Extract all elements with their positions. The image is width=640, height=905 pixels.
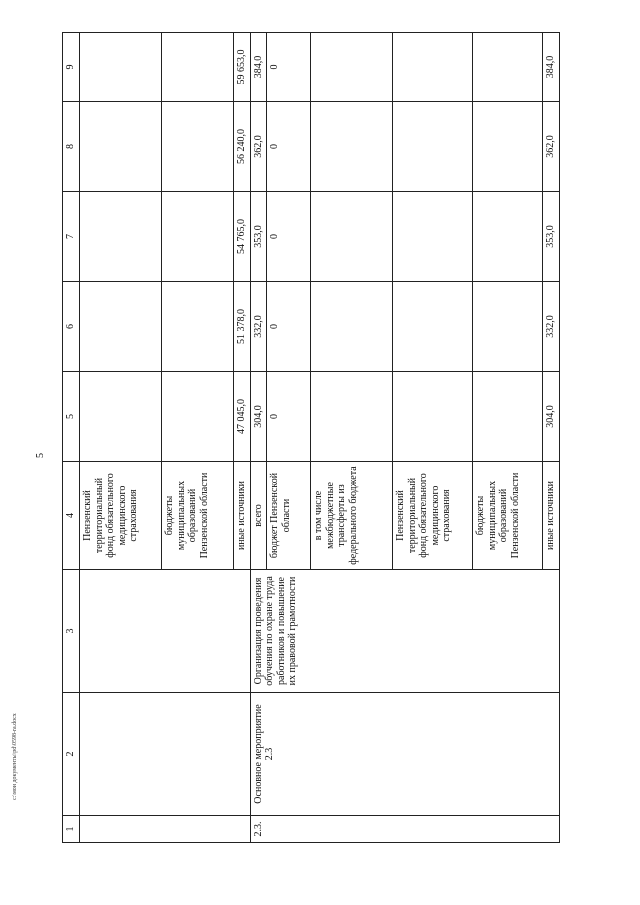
source-cell: бюджеты муниципальных образований Пензенской области: [473, 462, 543, 570]
header-cell: 8: [63, 102, 80, 192]
value-cell: 332,0: [543, 282, 560, 372]
header-cell: 6: [63, 282, 80, 372]
empty-cell: [80, 570, 251, 693]
value-cell: [393, 282, 473, 372]
value-cell: 384,0: [543, 33, 560, 102]
source-cell: Пензенский территориальный фонд обязательного медицинского страхования: [393, 462, 473, 570]
value-cell: 56 240,0: [234, 102, 251, 192]
value-cell: [311, 192, 393, 282]
value-cell: 353,0: [543, 192, 560, 282]
value-cell: 47 045,0: [234, 372, 251, 462]
header-cell: 1: [63, 816, 80, 843]
source-cell: иные источники: [543, 462, 560, 570]
value-cell: 54 765,0: [234, 192, 251, 282]
value-cell: [80, 372, 162, 462]
value-cell: [473, 372, 543, 462]
value-cell: [311, 33, 393, 102]
value-cell: 384,0: [250, 33, 267, 102]
value-cell: [80, 192, 162, 282]
table-row: [250, 33, 267, 843]
value-cell: [393, 102, 473, 192]
value-cell: [393, 192, 473, 282]
value-cell: 304,0: [543, 372, 560, 462]
value-cell: 51 378,0: [234, 282, 251, 372]
value-cell: 0: [267, 102, 311, 192]
value-cell: 332,0: [250, 282, 267, 372]
value-cell: 0: [267, 192, 311, 282]
source-cell: бюджеты муниципальных образований Пензенской области: [162, 462, 234, 570]
source-cell: Пензенский территориальный фонд обязательного медицинского страхования: [80, 462, 162, 570]
value-cell: [473, 282, 543, 372]
value-cell: [80, 33, 162, 102]
value-cell: [162, 192, 234, 282]
header-cell: 3: [63, 570, 80, 693]
source-cell: иные источники: [234, 462, 251, 570]
value-cell: 59 653,0: [234, 33, 251, 102]
value-cell: [162, 372, 234, 462]
value-cell: [162, 282, 234, 372]
value-cell: 362,0: [250, 102, 267, 192]
value-cell: [311, 282, 393, 372]
value-cell: [473, 192, 543, 282]
table-row: [80, 33, 162, 843]
measure-number: 2.3.: [250, 816, 559, 843]
value-cell: [473, 33, 543, 102]
page-number: 5: [35, 453, 46, 458]
value-cell: 0: [267, 372, 311, 462]
value-cell: 0: [267, 282, 311, 372]
header-cell: 5: [63, 372, 80, 462]
header-cell: 9: [63, 33, 80, 102]
value-cell: 0: [267, 33, 311, 102]
value-cell: [393, 33, 473, 102]
budget-table-wrapper: [62, 33, 582, 843]
value-cell: 304,0: [250, 372, 267, 462]
source-cell: бюджет Пензенской области: [267, 462, 311, 570]
value-cell: [162, 102, 234, 192]
budget-table: [62, 32, 560, 843]
measure-description: Организация проведения обучения по охране труда работников и повышение их правовой грамотности: [250, 570, 559, 693]
value-cell: 362,0: [543, 102, 560, 192]
value-cell: [393, 372, 473, 462]
value-cell: [311, 102, 393, 192]
header-cell: 2: [63, 693, 80, 816]
value-cell: [80, 282, 162, 372]
measure-name: Основное мероприятие 2.3: [250, 693, 559, 816]
header-cell: 7: [63, 192, 80, 282]
value-cell: [80, 102, 162, 192]
source-cell: в том числе межбюджетные трансферты из федерального бюджета: [311, 462, 393, 570]
header-cell: 4: [63, 462, 80, 570]
value-cell: [311, 372, 393, 462]
value-cell: [162, 33, 234, 102]
header-row: [63, 33, 80, 843]
value-cell: 353,0: [250, 192, 267, 282]
empty-cell: [80, 693, 251, 816]
source-cell: всего: [250, 462, 267, 570]
empty-cell: [80, 816, 251, 843]
value-cell: [473, 102, 543, 192]
footer-path: c:\мои документы\pd\0598-ra.docx: [12, 713, 18, 800]
